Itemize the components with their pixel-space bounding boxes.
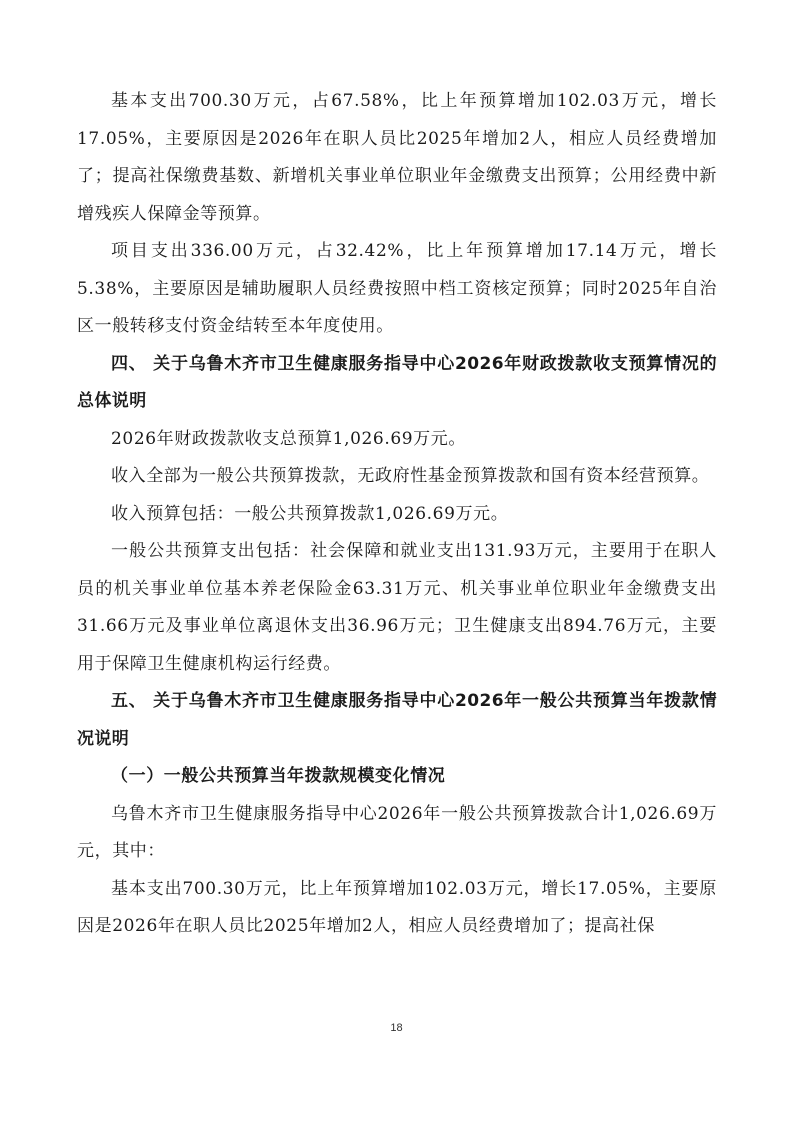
paragraph-income-composition: 收入全部为一般公共预算拨款，无政府性基金预算拨款和国有资本经营预算。 bbox=[111, 466, 710, 486]
section-heading-five: 五、 关于乌鲁木齐市卫生健康服务指导中心2026年一般公共预算当年拨款情况说明 bbox=[77, 691, 717, 749]
page-number: 18 bbox=[390, 1022, 403, 1034]
paragraph-basic-expenditure-change: 基本支出700.30万元，比上年预算增加102.03万元，增长17.05%，主要原因是2026年在职人员比2025年增加2人，相应人员经费增加了；提高社保 bbox=[77, 878, 717, 936]
paragraph-income-budget: 收入预算包括：一般公共预算拨款1,026.69万元。 bbox=[111, 503, 509, 524]
paragraph-appropriation-total: 乌鲁木齐市卫生健康服务指导中心2026年一般公共预算拨款合计1,026.69万元，其中： bbox=[77, 803, 717, 861]
subsection-heading-one: （一）一般公共预算当年拨款规模变化情况 bbox=[111, 766, 446, 786]
paragraph-basic-expenditure: 基本支出700.30万元，占67.58%，比上年预算增加102.03万元，增长17.05%，主要原因是2026年在职人员比2025年增加2人，相应人员经费增加了；提高社保缴费基数、新增机关事业单位职业年金缴费支出预算；公用经费中新增残疾人保障金等预算。 bbox=[77, 91, 717, 224]
paragraph-total-budget: 2026年财政拨款收支总预算1,026.69万元。 bbox=[111, 428, 466, 449]
paragraph-project-expenditure: 项目支出336.00万元，占32.42%，比上年预算增加17.14万元，增长5.38%，主要原因是辅助履职人员经费按照中档工资核定预算；同时2025年自治区一般转移支付资金结转至本年度使用。 bbox=[77, 241, 717, 336]
section-heading-four: 四、 关于乌鲁木齐市卫生健康服务指导中心2026年财政拨款收支预算情况的总体说明 bbox=[77, 353, 717, 411]
document-body bbox=[77, 83, 717, 946]
paragraph-general-expenditure: 一般公共预算支出包括：社会保障和就业支出131.93万元，主要用于在职人员的机关事业单位基本养老保险金63.31万元、机关事业单位职业年金缴费支出31.66万元及事业单位离退休支出36.96万元；卫生健康支出894.76万元，主要用于保障卫生健康机构运行经费。 bbox=[77, 541, 717, 674]
